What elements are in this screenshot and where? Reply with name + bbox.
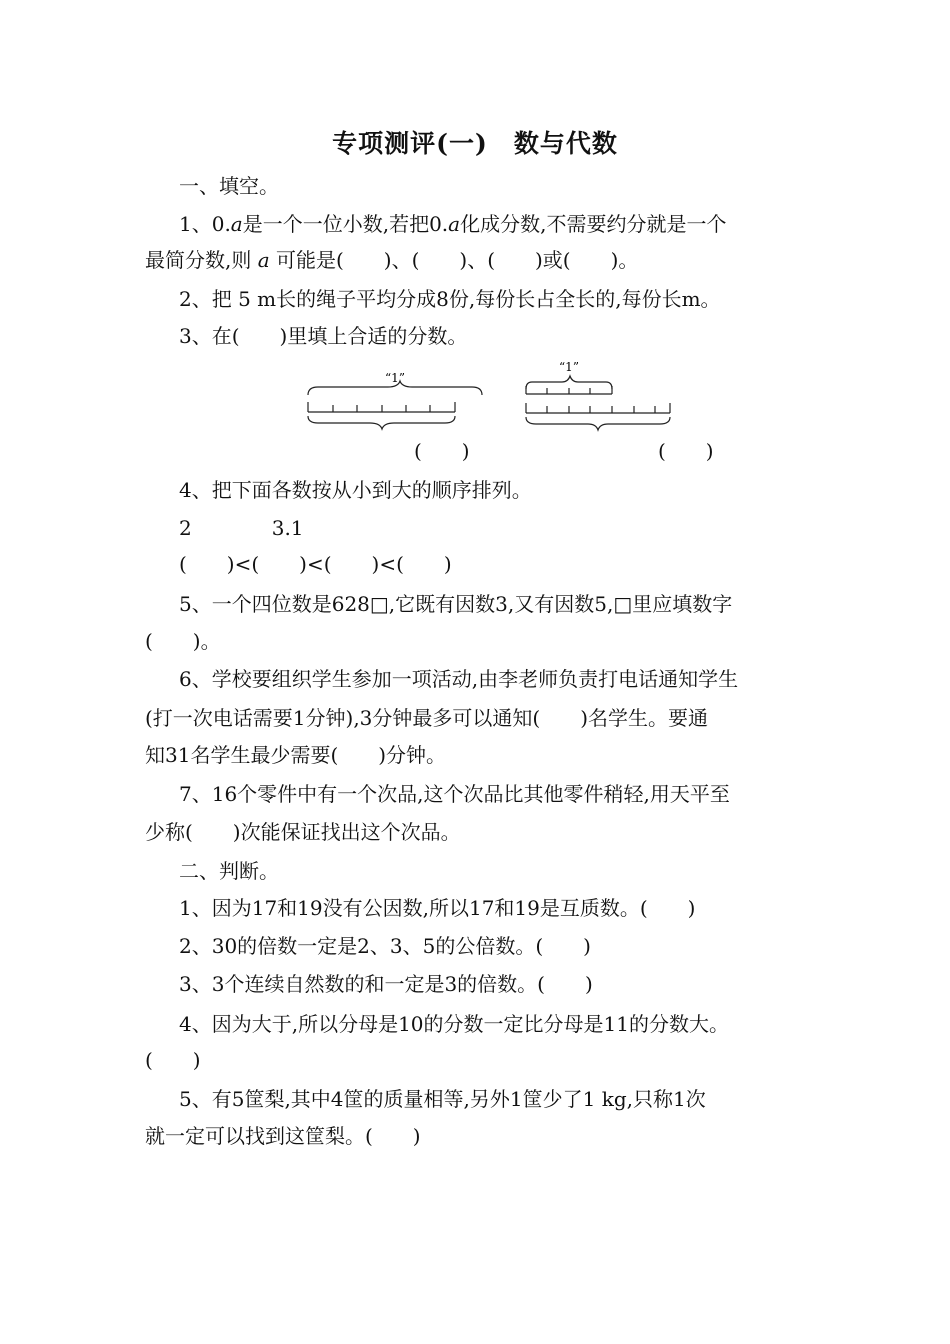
page-title: 专项测评(一) 数与代数 (332, 129, 618, 158)
q7-line1: 7、16个零件中有一个次品,这个次品比其他零件稍轻,用天平至 (179, 782, 730, 806)
right-top-brace (526, 376, 612, 389)
judge-5-line2: 就一定可以找到这筐梨。( ) (145, 1124, 421, 1148)
right-unit-label: “1” (559, 360, 579, 374)
q7-line2: 少称( )次能保证找出这个次品。 (145, 820, 461, 844)
q5-line1: 5、一个四位数是628□,它既有因数3,又有因数5,□里应填数字 (179, 592, 733, 616)
judge-4-line1: 4、因为大于,所以分母是10的分数一定比分母是11的分数大。 (179, 1012, 729, 1036)
q6-line2: (打一次电话需要1分钟),3分钟最多可以通知( )名学生。要通 (145, 706, 709, 730)
q5-line2: ( )。 (145, 629, 221, 653)
right-bottom-brace (526, 417, 670, 430)
q2: 2、把 5 m长的绳子平均分成8份,每份长占全长的,每份长m。 (179, 287, 721, 311)
left-bottom-brace (308, 416, 455, 429)
q6-line1: 6、学校要组织学生参加一项活动,由李老师负责打电话通知学生 (179, 667, 739, 691)
judge-4-line2: ( ) (145, 1048, 201, 1072)
q3-left-answer: ( ) (414, 439, 470, 463)
section1-heading: 一、填空。 (179, 174, 279, 198)
q1-line1: 1、0.𝑎是一个一位小数,若把0.𝑎化成分数,不需要约分就是一个 (179, 212, 727, 236)
section2-heading: 二、判断。 (179, 859, 279, 883)
q1-line2: 最简分数,则 𝑎 可能是( )、( )、( )或( )。 (145, 248, 639, 272)
q4: 4、把下面各数按从小到大的顺序排列。 (179, 478, 532, 502)
q3-segment-figure (300, 355, 680, 465)
q4-order: ( )<( )<( )<( ) (179, 552, 452, 576)
q3-right-answer: ( ) (658, 439, 714, 463)
judge-5-line1: 5、有5筐梨,其中4筐的质量相等,另外1筐少了1 kg,只称1次 (179, 1087, 706, 1111)
judge-2: 2、30的倍数一定是2、3、5的公倍数。( ) (179, 934, 591, 958)
judge-3: 3、3个连续自然数的和一定是3的倍数。( ) (179, 972, 593, 996)
left-unit-label: “1” (385, 371, 405, 385)
q4-numbers: 2 3.1 (179, 516, 304, 540)
judge-1: 1、因为17和19没有公因数,所以17和19是互质数。( ) (179, 896, 696, 920)
q3: 3、在( )里填上合适的分数。 (179, 324, 468, 348)
q6-line3: 知31名学生最少需要( )分钟。 (145, 743, 447, 767)
